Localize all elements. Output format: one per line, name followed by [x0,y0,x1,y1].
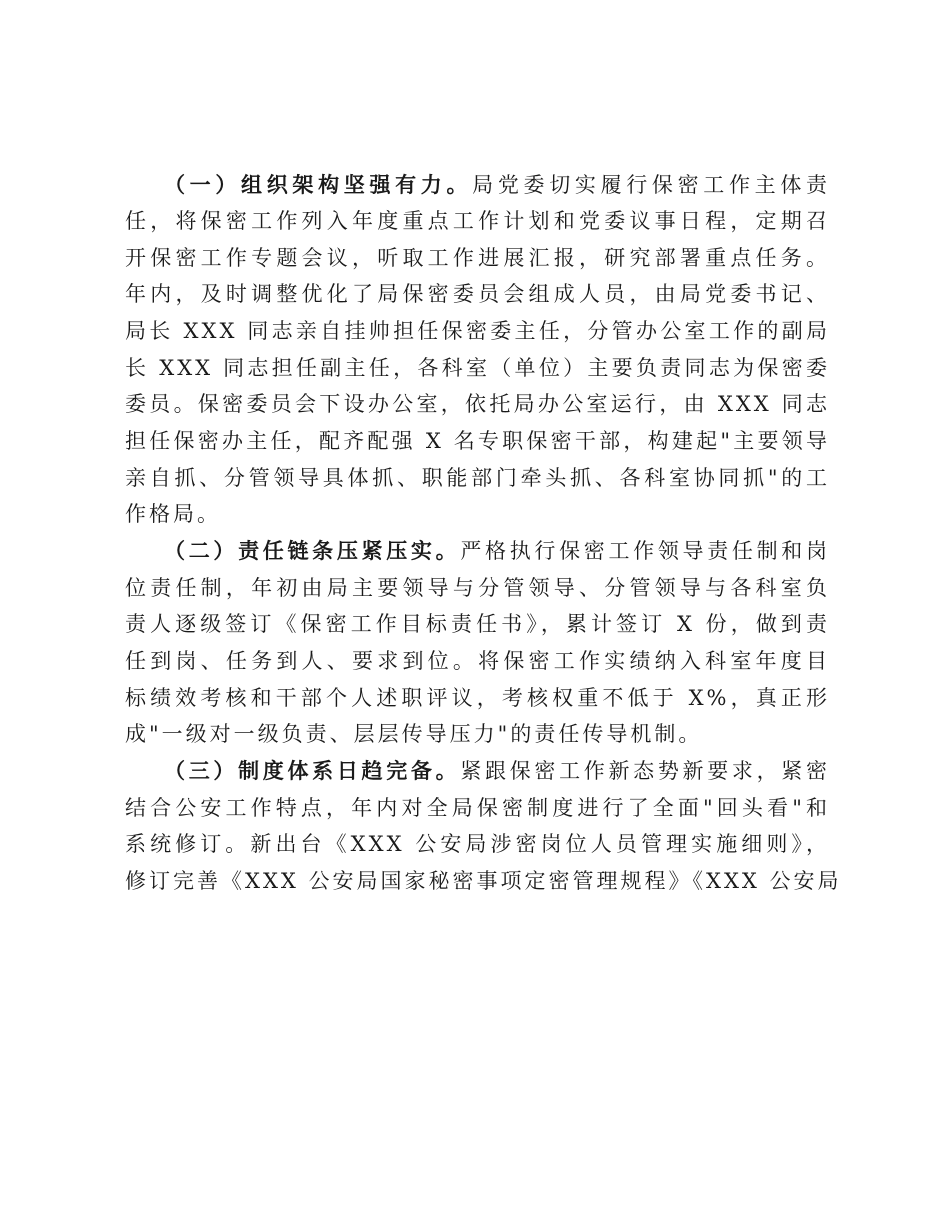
paragraph-1-line-6: 长 XXX 同志担任副主任，各科室（单位）主要负责同志为保密委 [125,356,830,380]
paragraph-2-line-1 [164,533,830,569]
paragraph-1-line-2: 任，将保密工作列入年度重点工作计划和党委议事日程，定期召 [125,209,830,233]
paragraph-1-line-10: 作格局。 [125,502,221,526]
paragraph-2-line-6: 成"一级对一级负责、层层传导压力"的责任传导机制。 [125,722,703,746]
line-text: 局党委切实履行保密工作主体责 [472,173,831,197]
paragraph-1-line-1 [164,167,830,203]
paragraph-1-line-3: 开保密工作专题会议，听取工作进展汇报，研究部署重点任务。 [125,246,830,270]
paragraph-3-line-3: 系统修订。新出台《XXX 公安局涉密岗位人员管理实施细则》， [125,832,830,856]
paragraph-2-line-5: 标绩效考核和干部个人述职评议，考核权重不低于 X%，真正形 [125,686,830,710]
section-heading-3: （三）制度体系日趋完备。 [164,758,461,783]
paragraph-3-line-1 [164,753,830,789]
section-heading-2: （二）责任链条压紧压实。 [164,538,461,563]
paragraph-3-line-2: 结合公安工作特点，年内对全局保密制度进行了全面"回头看"和 [125,796,830,820]
paragraph-1-line-7: 委员。保密委员会下设办公室，依托局办公室运行，由 XXX 同志 [125,392,830,416]
line-text: 紧跟保密工作新态势新要求，紧密 [460,759,831,783]
line-text: 严格执行保密工作领导责任制和岗 [460,539,831,563]
paragraph-2-line-4: 任到岗、任务到人、要求到位。将保密工作实绩纳入科室年度目 [125,649,830,673]
paragraph-1-line-4: 年内，及时调整优化了局保密委员会组成人员，由局党委书记、 [125,282,830,306]
section-heading-1: （一）组织架构坚强有力。 [164,172,473,197]
paragraph-1-line-9: 亲自抓、分管领导具体抓、职能部门牵头抓、各科室协同抓"的工 [125,466,830,490]
paragraph-1-line-8: 担任保密办主任，配齐配强 X 名专职保密干部，构建起"主要领导 [125,429,830,453]
paragraph-2-line-3: 责人逐级签订《保密工作目标责任书》，累计签订 X 份，做到责 [125,612,830,636]
paragraph-1-line-5: 局长 XXX 同志亲自挂帅担任保密委主任，分管办公室工作的副局 [125,319,830,343]
paragraph-2-line-2: 位责任制，年初由局主要领导与分管领导、分管领导与各科室负 [125,576,830,600]
paragraph-3-line-4: 修订完善《XXX 公安局国家秘密事项定密管理规程》《XXX 公安局 [125,869,842,893]
